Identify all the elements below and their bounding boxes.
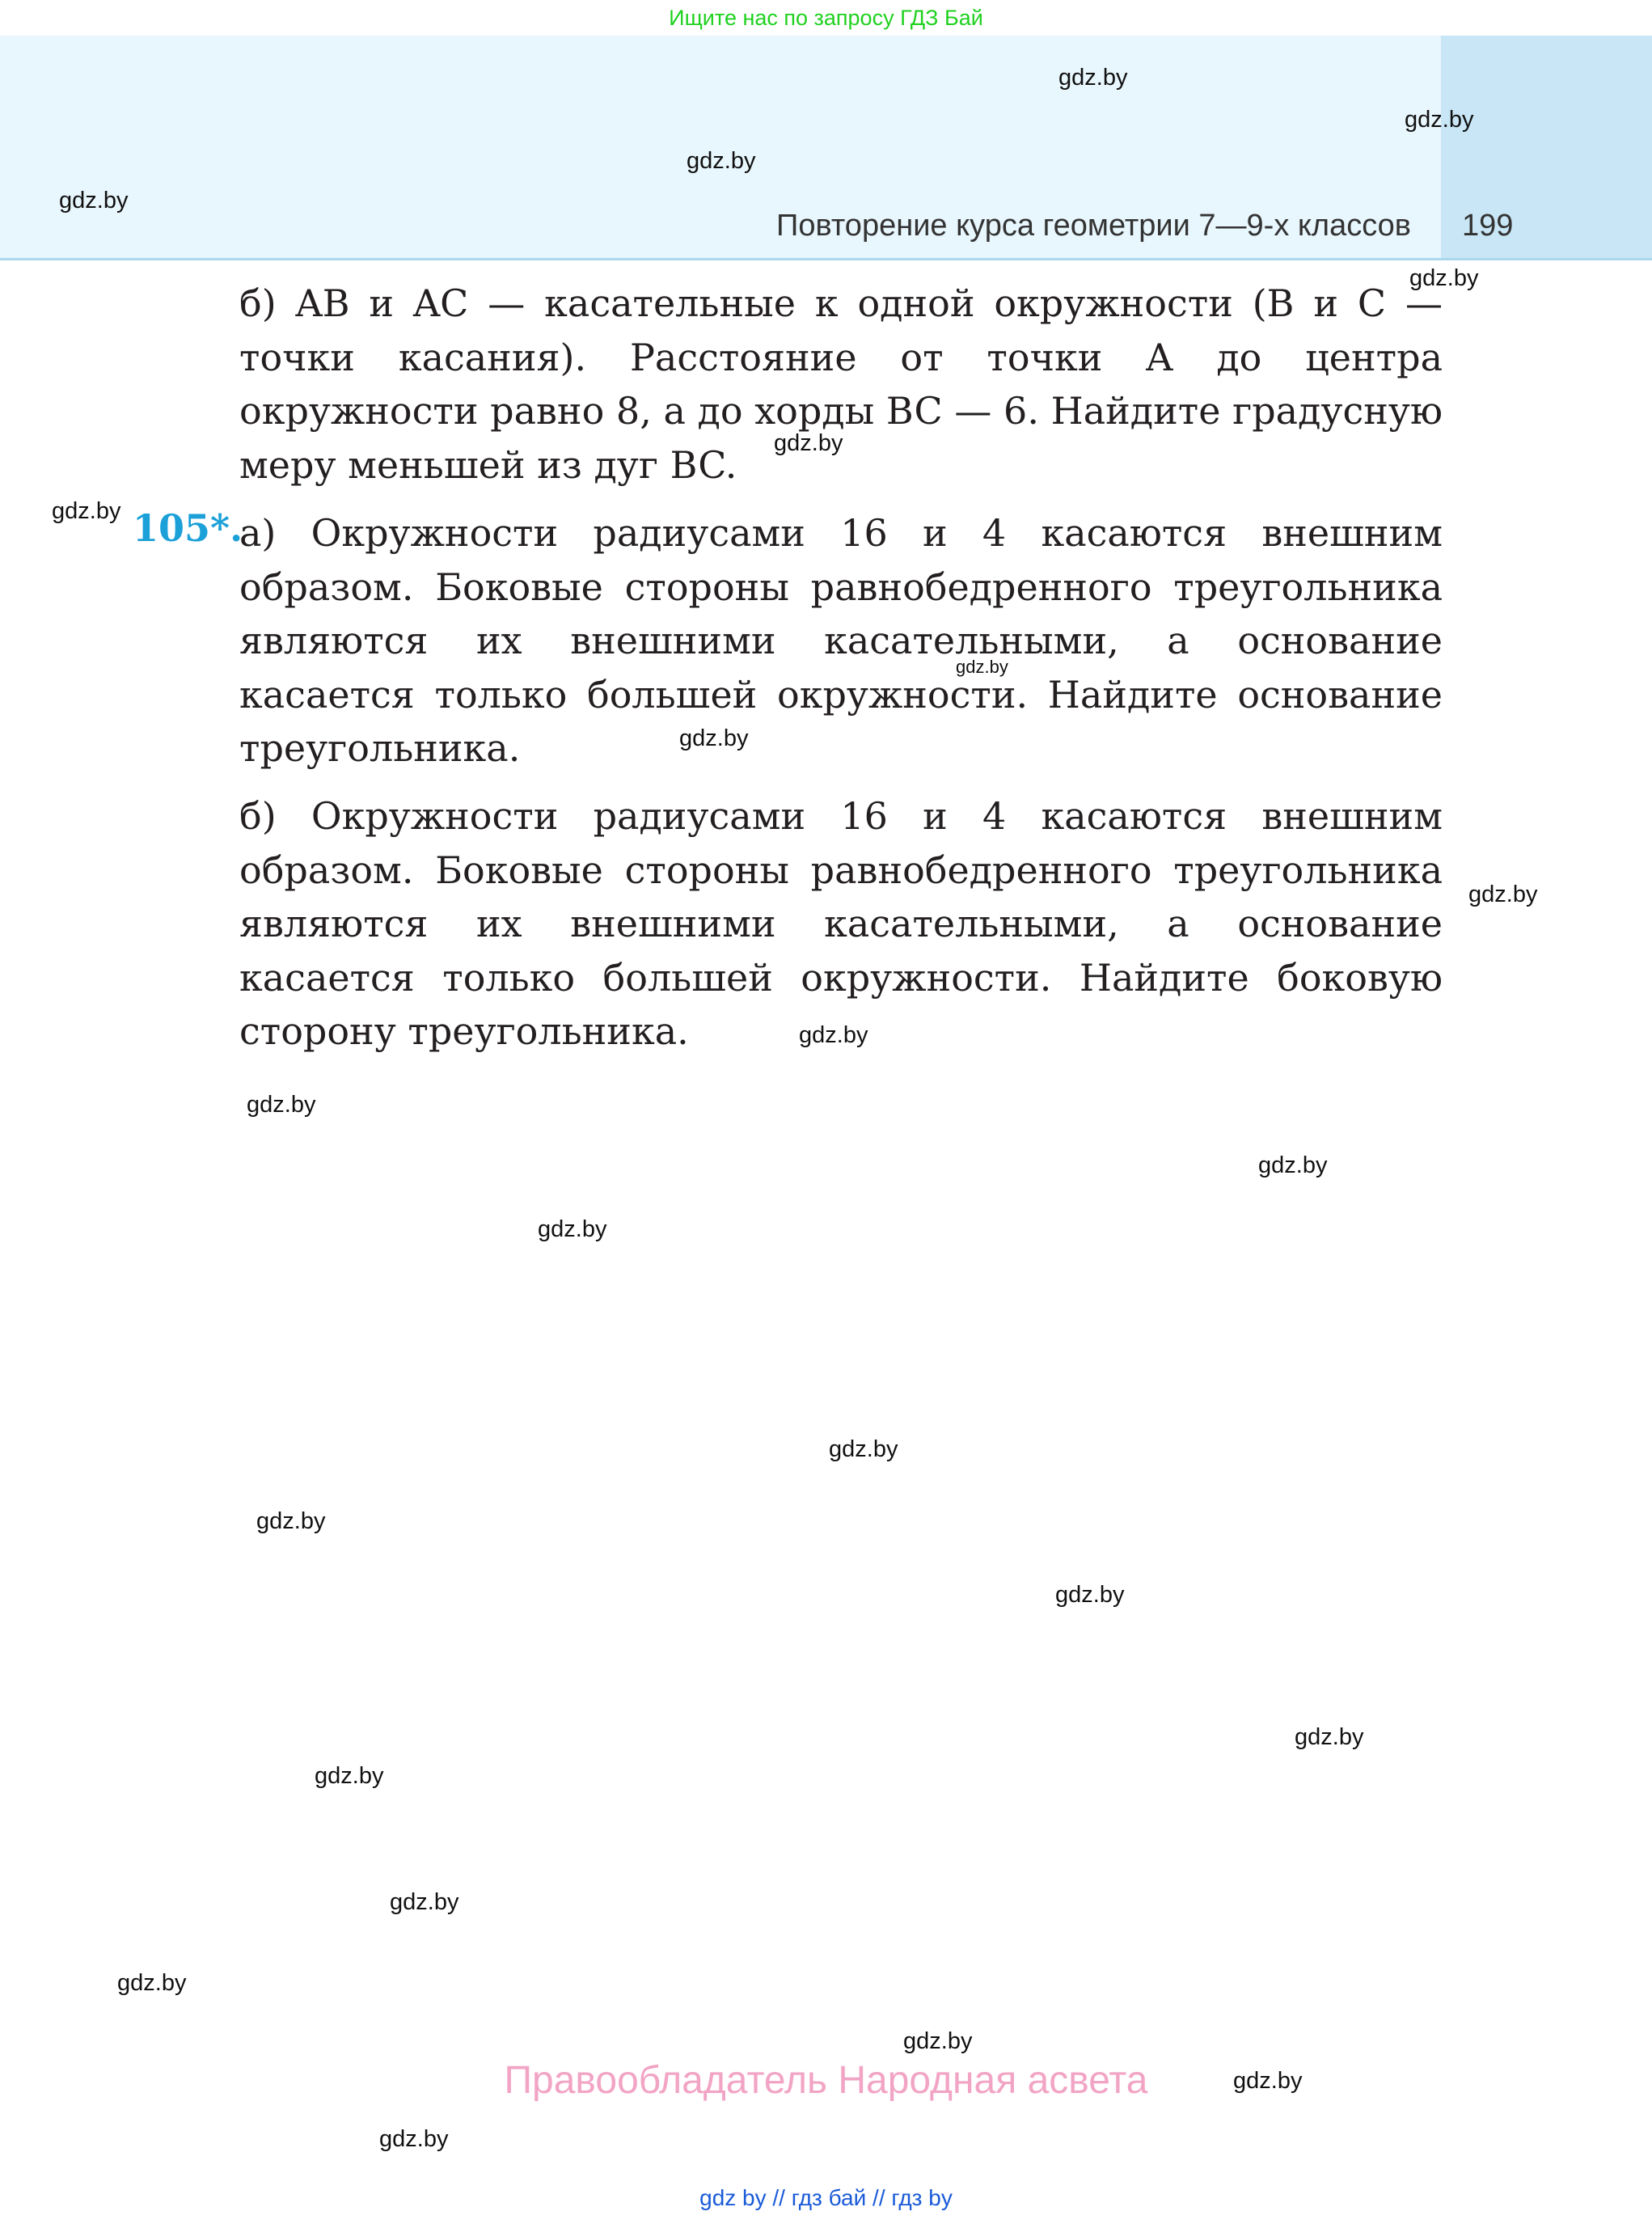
watermark: gdz.by — [1295, 1724, 1364, 1750]
watermark: gdz.by — [1468, 882, 1538, 907]
footer-links[interactable]: gdz by // гдз бай // гдз by — [699, 2185, 953, 2210]
watermark: gdz.by — [390, 1889, 459, 1915]
copyright-notice: Правообладатель Народная асвета — [504, 2059, 1148, 2102]
watermark: gdz.by — [256, 1508, 326, 1534]
problem-number: 105*. — [133, 506, 243, 550]
watermark: gdz.by — [1409, 265, 1479, 291]
problem-105b: б) Окружности радиусами 16 и 4 касаются внешним образом. Боковые стороны равнобедренного треугольника являются их внешними касательными, а основание касается только большей окружности. Найдите боковую сторону треугольника. — [239, 794, 1443, 1053]
watermark: gdz.by — [679, 725, 749, 751]
watermark: gdz.by — [956, 657, 1008, 677]
watermark: gdz.by — [1055, 1582, 1125, 1608]
watermark: gdz.by — [59, 188, 129, 214]
watermark: gdz.by — [1258, 1152, 1328, 1178]
watermark: gdz.by — [52, 498, 121, 524]
watermark: gdz.by — [247, 1092, 316, 1118]
page-number: 199 — [1462, 209, 1514, 243]
watermark: gdz.by — [1405, 107, 1474, 133]
watermark: gdz.by — [315, 1763, 384, 1789]
watermark: gdz.by — [799, 1022, 868, 1048]
watermark: gdz.by — [903, 2028, 973, 2054]
top-banner[interactable]: Ищите нас по запросу ГДЗ Бай — [669, 6, 983, 30]
watermark: gdz.by — [117, 1970, 187, 1996]
watermark: gdz.by — [687, 148, 756, 174]
problem-105a: а) Окружности радиусами 16 и 4 касаются внешним образом. Боковые стороны равнобедренного треугольника являются их внешними касательными, а основание касается только большей окружности. Найдите основание треугольника. — [239, 511, 1443, 770]
watermark: gdz.by — [1058, 65, 1128, 91]
watermark: gdz.by — [538, 1216, 607, 1242]
watermark: gdz.by — [379, 2126, 449, 2152]
watermark: gdz.by — [774, 430, 843, 456]
problem-104b: б) AB и AC — касательные к одной окружности (B и C — точки касания). Расстояние от точки A до центра окружности равно 8, а до хорды BC — 6. Найдите градусную меру меньшей из дуг BC. — [239, 281, 1443, 487]
watermark: gdz.by — [829, 1436, 898, 1462]
running-head: Повторение курса геометрии 7—9-х классов — [776, 209, 1411, 243]
watermark: gdz.by — [1233, 2068, 1303, 2094]
